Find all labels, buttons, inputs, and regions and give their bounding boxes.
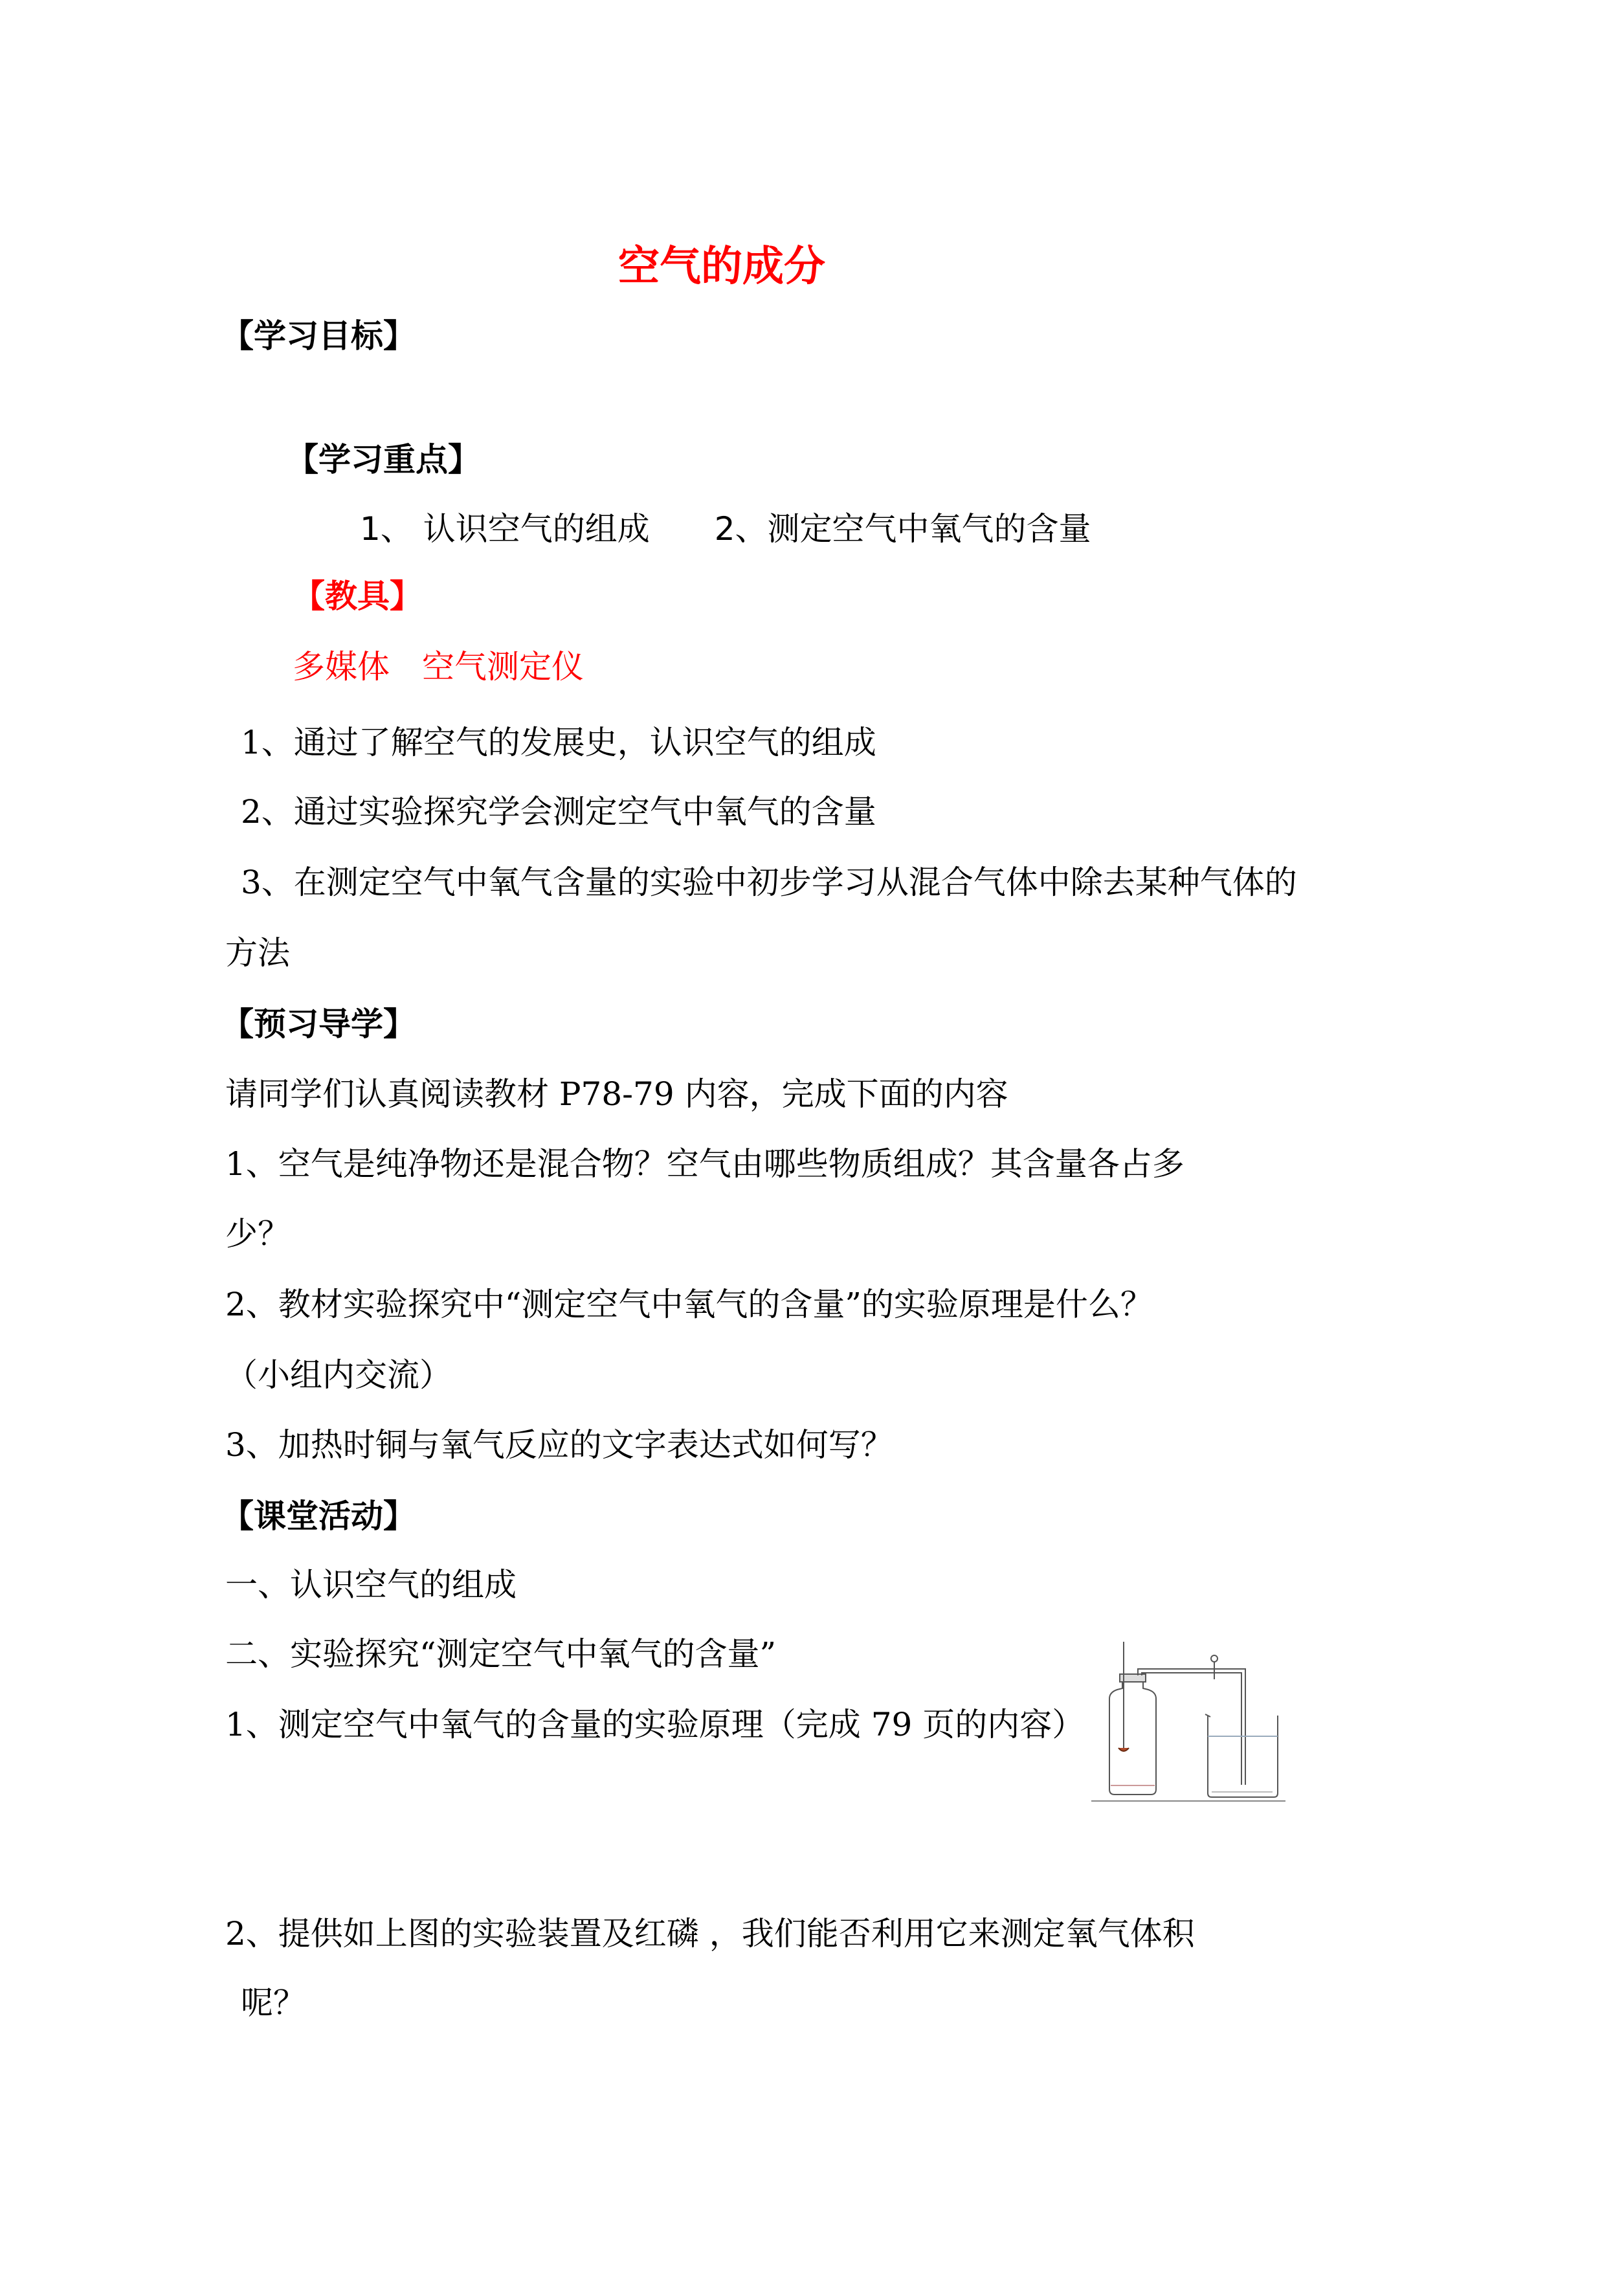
- aid-multimedia: 多媒体: [293, 648, 390, 686]
- objective-3: 3、在测定空气中氧气含量的实验中初步学习从混合气体中除去某种气体的: [241, 864, 1297, 901]
- activity-heading: 【课堂活动】: [221, 1497, 416, 1535]
- preview-heading: 【预习导学】: [221, 1005, 416, 1043]
- objectives-heading: 【学习目标】: [221, 317, 416, 355]
- activity-part-2: 二、实验探究“测定空气中氧气的含量”: [225, 1635, 777, 1673]
- objective-3-cont: 方法: [225, 934, 290, 972]
- preview-q2-cont: （小组内交流）: [225, 1356, 452, 1394]
- teaching-aids-heading: 【教具】: [293, 577, 422, 615]
- activity-part-1: 一、认识空气的组成: [225, 1566, 517, 1604]
- objective-2: 2、通过实验探究学会测定空气中氧气的含量: [241, 793, 876, 831]
- preview-q1-cont: 少？: [225, 1215, 290, 1253]
- key-points-heading: 【学习重点】: [286, 441, 480, 478]
- activity-item-2: 2、提供如上图的实验装置及红磷 ，我们能否利用它来测定氧气体积: [225, 1915, 1195, 1952]
- activity-item-2-cont: 呢？: [241, 1984, 306, 2022]
- key-point-1: 1、 认识空气的组成: [360, 510, 650, 548]
- key-point-2: 2、测定空气中氧气的含量: [714, 510, 1091, 548]
- gas-bottle-beaker-apparatus-icon: [1091, 1639, 1285, 1807]
- activity-item-1: 1、测定空气中氧气的含量的实验原理（完成 79 页的内容）: [225, 1706, 1085, 1743]
- preview-q1: 1、空气是纯净物还是混合物？空气由哪些物质组成？其含量各占多: [225, 1145, 1185, 1183]
- preview-intro: 请同学们认真阅读教材 P78-79 内容，完成下面的内容: [225, 1075, 1008, 1113]
- objective-1: 1、通过了解空气的发展史，认识空气的组成: [241, 724, 876, 761]
- key-points-line: [360, 508, 1091, 550]
- preview-q3: 3、加热时铜与氧气反应的文字表达式如何写？: [225, 1426, 893, 1464]
- page-title: 空气的成分: [618, 243, 825, 291]
- aid-air-meter: 空气测定仪: [422, 648, 584, 686]
- preview-q2: 2、教材实验探究中“测定空气中氧气的含量”的实验原理是什么？: [225, 1286, 1153, 1323]
- teaching-aids-line: [293, 646, 584, 688]
